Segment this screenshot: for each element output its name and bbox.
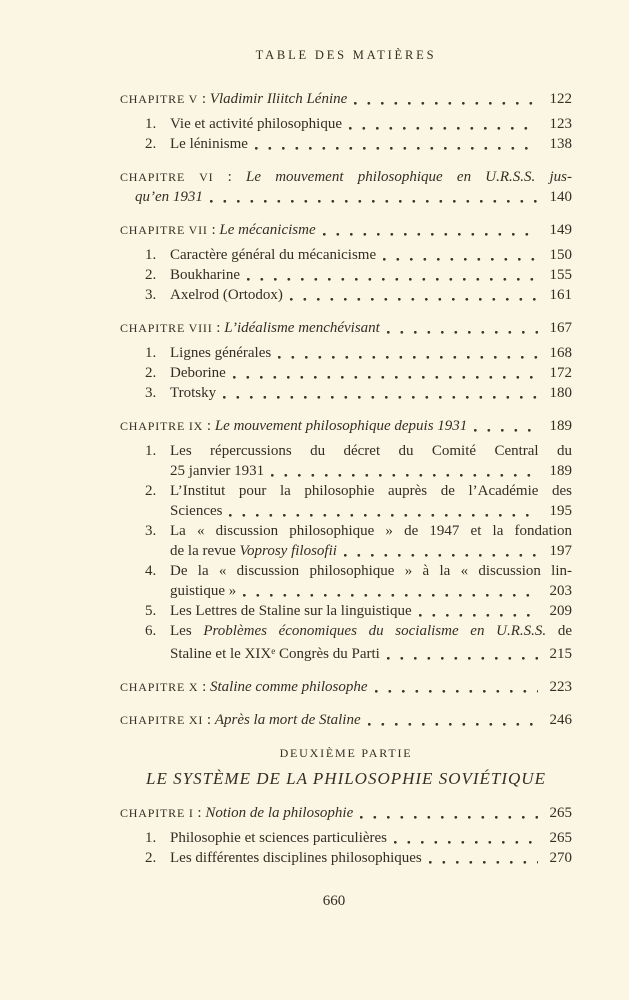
toc-entry-text: Deborine — [170, 365, 226, 381]
toc-item-number: 2. — [145, 483, 157, 499]
toc-page-number: 270 — [549, 850, 572, 866]
leader-dots — [474, 416, 538, 436]
toc-item-entry — [120, 363, 572, 383]
toc-entry-text: Caractère général du mécanicisme — [170, 247, 377, 263]
toc-entry-line — [170, 383, 572, 403]
toc-page-number: 215 — [549, 646, 572, 662]
toc-entry-text: CHAPITRE VI : Le mouvement philosophique en U.R.S.S. jus- — [120, 169, 572, 185]
toc-item-entry — [120, 521, 572, 561]
toc-entry-line — [170, 641, 572, 664]
toc-item-number: 1. — [145, 443, 157, 459]
leader-dots — [233, 363, 538, 383]
leader-dots — [271, 461, 538, 481]
toc-item-number: 4. — [145, 563, 157, 579]
toc-entry-line — [120, 710, 572, 730]
toc-page-number: 161 — [549, 287, 572, 303]
toc-item-number: 3. — [145, 287, 157, 303]
toc-page-number: 265 — [549, 805, 572, 821]
toc-page-number: 138 — [549, 136, 572, 152]
toc-page-number: 155 — [549, 267, 572, 283]
toc-item-number: 2. — [145, 136, 157, 152]
toc-entry-line — [120, 803, 572, 823]
toc-page-number: 223 — [549, 679, 572, 695]
toc-entry-text: Vie et activité philosophique — [170, 116, 342, 132]
toc-item-number: 1. — [145, 345, 157, 361]
leader-dots — [375, 677, 539, 697]
toc-entry-text: CHAPITRE I : Notion de la philosophie — [120, 805, 354, 821]
page-header: TABLE DES MATIÈRES — [255, 48, 437, 62]
toc-entry-line — [170, 343, 572, 363]
toc-item-number: 1. — [145, 830, 157, 846]
leader-dots — [394, 828, 538, 848]
toc-entry-text: Les Lettres de Staline sur la linguistique — [170, 603, 412, 619]
toc-item-entry — [120, 383, 572, 403]
toc-entry-line — [120, 318, 572, 338]
leader-dots — [210, 187, 538, 207]
toc-page-number: 195 — [549, 503, 572, 519]
toc-entry-line — [120, 677, 572, 697]
toc-entry-line — [170, 481, 572, 501]
leader-dots — [360, 803, 538, 823]
toc-item-number: 2. — [145, 365, 157, 381]
toc-entry-line — [170, 441, 572, 461]
toc-entry-line — [170, 501, 572, 521]
leader-dots — [387, 641, 538, 664]
toc-item-entry — [120, 343, 572, 363]
toc-item-entry — [120, 601, 572, 621]
toc-page-number: 167 — [549, 320, 572, 336]
toc-item-number: 2. — [145, 267, 157, 283]
toc-item-entry — [120, 848, 572, 868]
toc-entry-text: Philosophie et sciences particulières — [170, 830, 388, 846]
toc-entry-line — [170, 828, 572, 848]
toc-entry-line — [120, 220, 572, 240]
toc-item-entry — [120, 134, 572, 154]
toc-item-number: 1. — [145, 116, 157, 132]
leader-dots — [354, 89, 538, 109]
toc-entry-line — [170, 265, 572, 285]
leader-dots — [344, 541, 538, 561]
toc-entry-text: Lignes générales — [170, 345, 272, 361]
toc-entry-line — [170, 245, 572, 265]
toc-entry-line — [120, 89, 572, 109]
leader-dots — [323, 220, 538, 240]
leader-dots — [229, 501, 538, 521]
toc-entry-line — [170, 285, 572, 305]
toc-entry-line — [170, 621, 572, 641]
toc-page-number: 140 — [549, 189, 572, 205]
leader-dots — [290, 285, 538, 305]
toc-chapter-entry — [120, 710, 572, 730]
toc-page-number: 180 — [549, 385, 572, 401]
toc-item-entry — [120, 561, 572, 601]
leader-dots — [349, 114, 538, 134]
toc-entry-line — [170, 561, 572, 581]
toc-page-number: 189 — [549, 463, 572, 479]
toc-item-entry — [120, 285, 572, 305]
toc-page-number: 123 — [549, 116, 572, 132]
toc-entry-text: Le léninisme — [170, 136, 248, 152]
toc-chapter-entry — [120, 318, 572, 338]
leader-dots — [278, 343, 538, 363]
toc-entry-line — [170, 581, 572, 601]
toc-entry-text: L’Institut pour la philosophie auprès de l’Académie des — [170, 483, 572, 499]
toc-entry-text: Les répercussions du décret du Comité Central du — [170, 443, 572, 459]
toc-item-entry — [120, 481, 572, 521]
toc-item-number: 3. — [145, 523, 157, 539]
leader-dots — [383, 245, 538, 265]
toc-chapter-entry — [120, 677, 572, 697]
toc-entry-text: Les différentes disciplines philosophiques — [170, 850, 422, 866]
toc-page-number: 122 — [549, 91, 572, 107]
toc-item-number: 3. — [145, 385, 157, 401]
toc-page-number: 265 — [549, 830, 572, 846]
toc-entry-text: De la « discussion philosophique » à la « discussion lin- — [170, 563, 572, 579]
toc-entry-text: Staline et le XIXe Congrès du Parti — [170, 646, 380, 662]
toc-item-number: 1. — [145, 247, 157, 263]
toc-entry-line — [170, 461, 572, 481]
toc-page-number: 149 — [549, 222, 572, 238]
toc-chapter-entry — [120, 803, 572, 823]
leader-dots — [368, 710, 538, 730]
toc-part1-entries — [120, 89, 572, 730]
toc-entry-text: La « discussion philosophique » de 1947 et la fondation — [170, 523, 572, 539]
toc-item-entry — [120, 441, 572, 481]
toc-entry-text: de la revue Voprosy filosofii — [170, 543, 337, 559]
toc-item-number: 2. — [145, 850, 157, 866]
toc-entry-line — [120, 416, 572, 436]
toc-entry-text: CHAPITRE X : Staline comme philosophe — [120, 679, 368, 695]
toc-entry-text: Trotsky — [170, 385, 217, 401]
toc-entry-line — [170, 134, 572, 154]
toc-item-entry — [120, 265, 572, 285]
toc-entry-text: CHAPITRE VIII : L’idéalisme menchévisant — [120, 320, 380, 336]
toc-entry-line — [170, 521, 572, 541]
toc-page-number: 209 — [549, 603, 572, 619]
toc-entry-line — [120, 187, 572, 207]
toc-entry-line — [170, 601, 572, 621]
toc-page-number: 168 — [549, 345, 572, 361]
toc-item-number: 5. — [145, 603, 157, 619]
toc-chapter-entry — [120, 220, 572, 240]
toc-chapter-entry — [120, 167, 572, 207]
toc-entry-text: Les Problèmes économiques du socialisme en U.R.S.S. de — [170, 623, 572, 639]
toc-item-entry — [120, 245, 572, 265]
toc-page-number: 197 — [549, 543, 572, 559]
toc-entry-line — [170, 114, 572, 134]
toc-page-number: 246 — [549, 712, 572, 728]
toc-entry-text: CHAPITRE IX : Le mouvement philosophique depuis 1931 — [120, 418, 468, 434]
toc-item-entry — [120, 621, 572, 664]
toc-entry-text: qu’en 1931 — [135, 189, 203, 205]
leader-dots — [243, 581, 538, 601]
part-title: LE SYSTÈME DE LA PHILOSOPHIE SOVIÉTIQUE — [146, 769, 546, 788]
leader-dots — [387, 318, 538, 338]
toc-page-number: 203 — [549, 583, 572, 599]
toc-entry-text: Sciences — [170, 503, 223, 519]
part-kicker: DEUXIÈME PARTIE — [279, 746, 413, 760]
toc-entry-line — [170, 541, 572, 561]
toc-entry-text: CHAPITRE XI : Après la mort de Staline — [120, 712, 361, 728]
leader-dots — [247, 265, 538, 285]
leader-dots — [223, 383, 538, 403]
toc-entry-text: Axelrod (Ortodox) — [170, 287, 283, 303]
toc-chapter-entry — [120, 416, 572, 436]
toc-entry-text: CHAPITRE V : Vladimir Iliitch Lénine — [120, 91, 348, 107]
toc-item-entry — [120, 114, 572, 134]
part-divider — [120, 746, 572, 789]
leader-dots — [419, 601, 538, 621]
toc-chapter-entry — [120, 89, 572, 109]
toc-entry-text: CHAPITRE VII : Le mécanicisme — [120, 222, 316, 238]
toc-entry-line — [120, 167, 572, 187]
toc-entry-text: guistique » — [170, 583, 237, 599]
toc-item-number: 6. — [145, 623, 157, 639]
toc-entry-text: 25 janvier 1931 — [170, 463, 265, 479]
toc-entry-text: Boukharine — [170, 267, 240, 283]
leader-dots — [429, 848, 538, 868]
page-number: 660 — [322, 893, 346, 909]
toc-content — [120, 48, 572, 868]
toc-entry-line — [170, 363, 572, 383]
toc-item-entry — [120, 828, 572, 848]
toc-page-number: 189 — [549, 418, 572, 434]
toc-entry-line — [170, 848, 572, 868]
leader-dots — [255, 134, 538, 154]
toc-page-number: 172 — [549, 365, 572, 381]
toc-page-number: 150 — [549, 247, 572, 263]
toc-part2-entries — [120, 803, 572, 868]
